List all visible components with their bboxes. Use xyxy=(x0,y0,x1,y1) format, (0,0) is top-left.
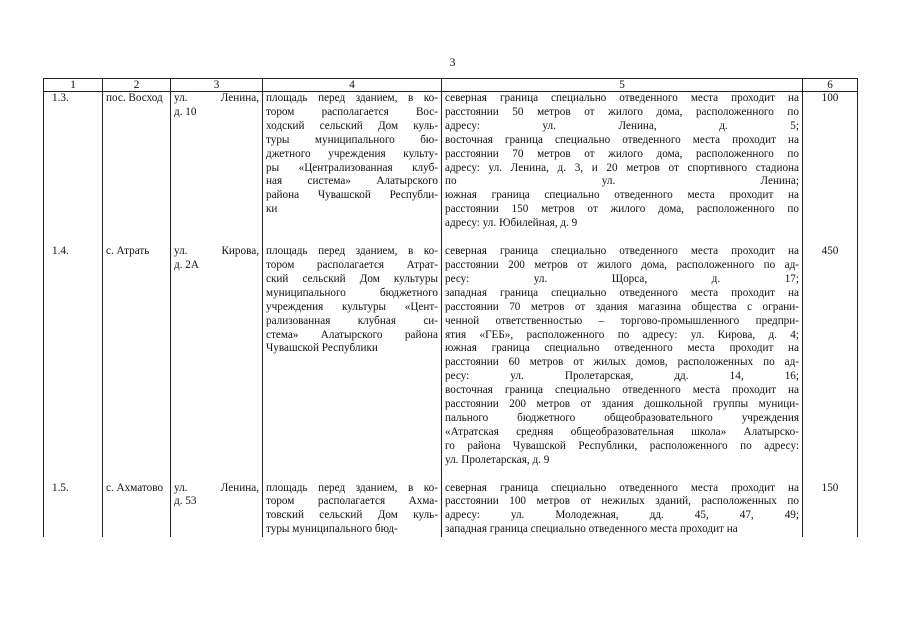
row-number: 1.3. xyxy=(44,92,103,232)
place-description-line: площадь перед зданием, в ко- xyxy=(266,245,438,258)
boundary-description-line: западная граница специально отведенного места проходит на xyxy=(445,523,738,536)
spacer-cell xyxy=(803,231,858,245)
boundary-description-line: северная граница специально отведенного места проходит на xyxy=(445,481,799,494)
spacer-cell xyxy=(803,468,858,482)
place-description-line: площадь перед зданием, в ко- xyxy=(266,92,438,104)
boundary-description-line: южная граница специально отведенного места проходит на xyxy=(445,189,799,202)
place-description-line: площадь перед зданием, в ко- xyxy=(266,481,438,494)
spacer-cell xyxy=(103,468,171,482)
boundary-description-line: адресу: ул. Ленина, д. 5; xyxy=(445,119,799,132)
place-description-line: джетного учреждения культу- xyxy=(266,147,438,160)
header-row xyxy=(44,79,858,92)
settlement-name: с. Ахматово xyxy=(103,482,171,538)
place-description-line: рализованная клубная си- xyxy=(266,314,438,327)
place-description xyxy=(263,245,442,468)
spacer-cell xyxy=(44,468,103,482)
settlement-name: с. Атрать xyxy=(103,245,171,468)
place-description xyxy=(263,92,442,232)
place-description-line: стема» Алатырского района xyxy=(266,328,438,341)
table-row xyxy=(44,482,858,538)
place-description-line: ходский сельский Дом куль- xyxy=(266,119,438,132)
area-value: 100 xyxy=(803,92,858,232)
boundary-description-line: восточная граница специально отведенного места проходит на xyxy=(445,384,799,397)
boundary-description-line: западная граница специально отведенного места проходит на xyxy=(445,286,799,299)
settlement-name: пос. Восход xyxy=(103,92,171,232)
place-description-line: туры муниципального бюд- xyxy=(266,523,398,536)
boundary-description-line: ресу: ул. Пролетарская, дд. 14, 16; xyxy=(445,370,799,383)
spacer-cell xyxy=(442,468,803,482)
spacer-cell xyxy=(442,231,803,245)
boundary-description-line: ченной ответственностью – торгово-промышленного предпри- xyxy=(445,314,799,327)
street-address-line: ул. Ленина, xyxy=(174,481,259,494)
spacer-cell xyxy=(171,231,263,245)
area-value: 450 xyxy=(803,245,858,468)
column-header: 3 xyxy=(171,79,263,92)
boundary-description-line: «Атратская средняя общеобразовательная школа» Алатырско- xyxy=(445,425,799,438)
boundary-description-line: южная граница специально отведенного места проходит на xyxy=(445,342,799,355)
spacer-cell xyxy=(263,468,442,482)
boundary-description-line: адресу: ул. Юбилейная, д. 9 xyxy=(445,217,578,230)
street-address-line: д. 10 xyxy=(174,105,197,118)
place-description-line: района Чувашской Республи- xyxy=(266,189,438,202)
places-table xyxy=(43,78,858,537)
boundary-description-line: расстоянии 70 метров от здания магазина общества с ограни- xyxy=(445,300,799,313)
place-description-line: туры муниципального бю- xyxy=(266,133,438,146)
street-address-line: д. 53 xyxy=(174,495,197,508)
place-description-line: ки xyxy=(266,203,278,216)
boundary-description-line: го района Чувашской Республики, расположенного по адресу: xyxy=(445,439,799,452)
row-spacer xyxy=(44,468,858,482)
table-row xyxy=(44,245,858,468)
street-address xyxy=(171,92,263,232)
spacer-cell xyxy=(44,231,103,245)
place-description-line: муниципального бюджетного xyxy=(266,286,438,299)
place-description-line: товский сельский Дом куль- xyxy=(266,509,438,522)
boundary-description xyxy=(442,482,803,538)
boundary-description-line: пального бюджетного общеобразовательного учреждения xyxy=(445,411,799,424)
boundary-description-line: расстоянии 150 метров от жилого дома, расположенного по xyxy=(445,203,799,216)
street-address-line: ул. Ленина, xyxy=(174,92,259,104)
place-description-line: Чувашской Республики xyxy=(266,342,378,355)
boundary-description-line: расстоянии 50 метров от жилого дома, расположенного по xyxy=(445,105,799,118)
street-address xyxy=(171,482,263,538)
boundary-description-line: расстоянии 60 метров от жилых домов, расположенных по ад- xyxy=(445,356,799,369)
table-body xyxy=(44,92,858,538)
table-row xyxy=(44,92,858,232)
column-header: 2 xyxy=(103,79,171,92)
row-number: 1.5. xyxy=(44,482,103,538)
page-number: 3 xyxy=(449,55,456,69)
place-description-line: ский сельский Дом культуры xyxy=(266,272,438,285)
boundary-description-line: ятия «ГЕБ», расположенного по адресу: ул. Кирова, д. 4; xyxy=(445,328,799,341)
boundary-description-line: северная граница специально отведенного места проходит на xyxy=(445,92,799,104)
place-description-line: ры «Централизованная клуб- xyxy=(266,161,438,174)
place-description-line: учреждения культуры «Цент- xyxy=(266,300,438,313)
column-header: 4 xyxy=(263,79,442,92)
boundary-description-line: расстоянии 70 метров от жилого дома, расположенного по xyxy=(445,147,799,160)
boundary-description-line: ресу: ул. Щорса, д. 17; xyxy=(445,272,799,285)
street-address xyxy=(171,245,263,468)
area-value: 150 xyxy=(803,482,858,538)
street-address-line: д. 2А xyxy=(174,258,199,271)
spacer-cell xyxy=(103,231,171,245)
boundary-description-line: адресу: ул. Ленина, д. 3, и 20 метров от спортивного стадиона xyxy=(445,161,799,174)
column-header: 1 xyxy=(44,79,103,92)
boundary-description-line: адресу: ул. Молодежная, дд. 45, 47, 49; xyxy=(445,509,799,522)
boundary-description-line: северная граница специально отведенного места проходит на xyxy=(445,245,799,258)
row-spacer xyxy=(44,231,858,245)
boundary-description-line: ул. Пролетарская, д. 9 xyxy=(445,453,550,466)
boundary-description-line: восточная граница специально отведенного места проходит на xyxy=(445,133,799,146)
place-description-line: ная система» Алатырского xyxy=(266,175,438,188)
place-description-line: тором располагается Вос- xyxy=(266,105,438,118)
boundary-description-line: по ул. Ленина; xyxy=(445,175,799,188)
row-number: 1.4. xyxy=(44,245,103,468)
place-description-line: тором располагается Атрат- xyxy=(266,258,438,271)
place-description xyxy=(263,482,442,538)
place-description-line: тором располагается Ахма- xyxy=(266,495,438,508)
column-header: 5 xyxy=(442,79,803,92)
boundary-description-line: расстоянии 100 метров от нежилых зданий, расположенных по xyxy=(445,495,799,508)
spacer-cell xyxy=(263,231,442,245)
boundary-description-line: расстоянии 200 метров от жилого дома, расположенного по ад- xyxy=(445,258,799,271)
boundary-description xyxy=(442,245,803,468)
street-address-line: ул. Кирова, xyxy=(174,245,259,258)
boundary-description xyxy=(442,92,803,232)
spacer-cell xyxy=(171,468,263,482)
column-header: 6 xyxy=(803,79,858,92)
boundary-description-line: расстоянии 200 метров от здания дошкольной группы муници- xyxy=(445,398,799,411)
